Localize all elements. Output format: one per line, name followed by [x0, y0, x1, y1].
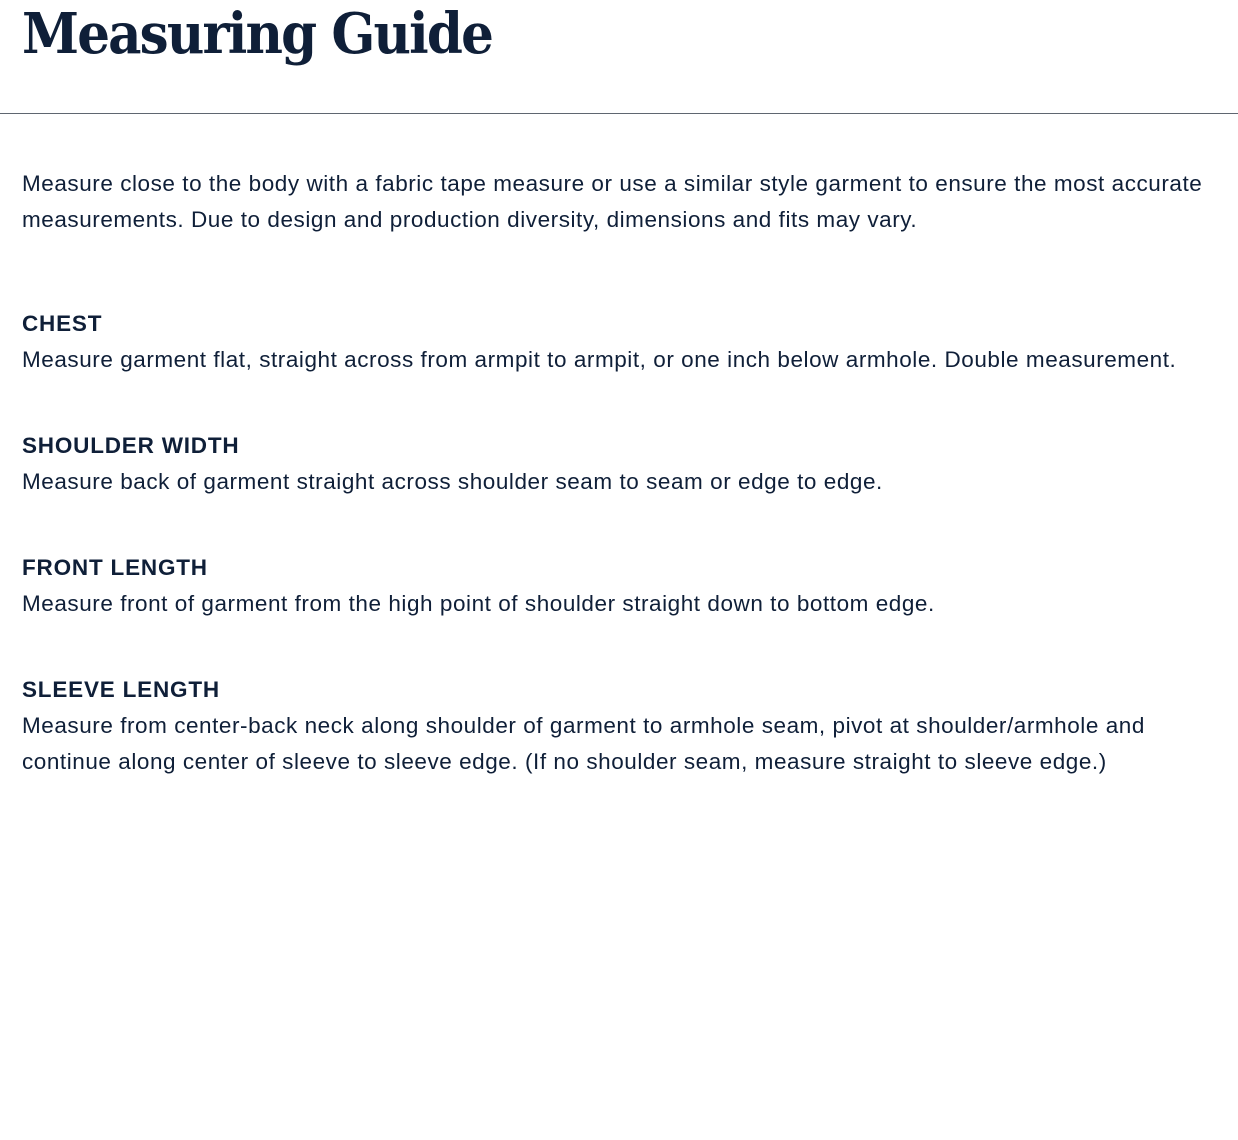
section-front-length: [22, 550, 1222, 622]
section-heading-front-length: FRONT LENGTH: [22, 555, 208, 580]
section-sleeve-length: [22, 672, 1222, 780]
section-heading-chest: CHEST: [22, 311, 103, 336]
section-shoulder-width: [22, 428, 1222, 500]
page-title: Measuring Guide: [22, 1, 493, 67]
intro-text: Measure close to the body with a fabric tape measure or use a similar style garment to ensure the most accurate measurements. Due to design and production diversity, dimensions and fits may vary.: [22, 171, 1203, 232]
section-heading-sleeve-length: SLEEVE LENGTH: [22, 677, 220, 702]
section-body-front-length: Measure front of garment from the high point of shoulder straight down to bottom edge.: [22, 591, 935, 616]
section-body-sleeve-length: Measure from center-back neck along shoulder of garment to armhole seam, pivot at shoulder/armhole and continue along center of sleeve to sleeve edge. (If no shoulder seam, measure straight to sleeve edge.): [22, 713, 1145, 774]
section-body-shoulder-width: Measure back of garment straight across shoulder seam to seam or edge to edge.: [22, 469, 883, 494]
page-header: [0, 0, 1238, 114]
section-chest: [22, 306, 1222, 378]
measuring-guide-content: [22, 166, 1222, 780]
section-heading-shoulder-width: SHOULDER WIDTH: [22, 433, 240, 458]
section-body-chest: Measure garment flat, straight across from armpit to armpit, or one inch below armhole. Double measurement.: [22, 347, 1177, 372]
